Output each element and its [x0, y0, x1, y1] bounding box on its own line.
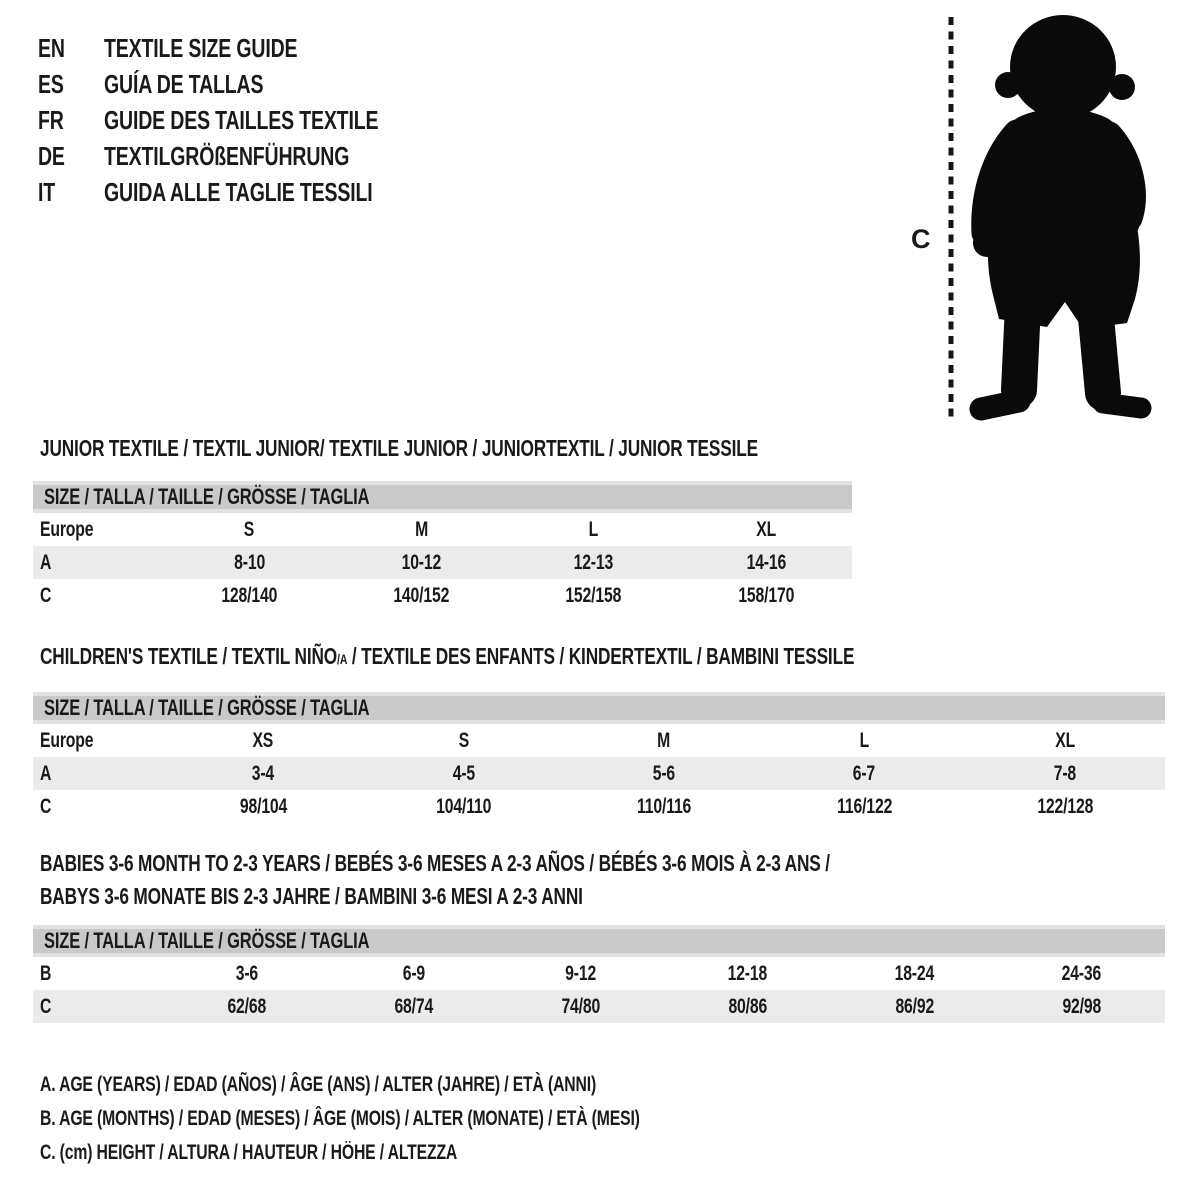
row-label: C: [40, 994, 52, 1018]
childrens-section-title: CHILDREN'S TEXTILE / TEXTIL NIÑO/A / TEXTILE DES ENFANTS / KINDERTEXTIL / BAMBINI TESSILE: [40, 643, 855, 669]
babies-section-title: [40, 848, 1093, 914]
age-cell: 4-5: [452, 761, 475, 785]
height-cell: 122/128: [1036, 794, 1093, 818]
childrens-table: [33, 724, 1165, 823]
table-row-height: [33, 990, 1165, 1023]
size-cell: S: [458, 728, 469, 752]
babies-size-table: [33, 925, 1165, 1023]
months-cell: 18-24: [894, 961, 935, 985]
height-cell: 152/158: [565, 583, 622, 607]
table-row-age: [33, 757, 1165, 790]
height-cell: 98/104: [239, 794, 287, 818]
language-code: EN: [38, 32, 65, 63]
height-cell: 92/98: [1062, 994, 1101, 1018]
babies-title-line1: BABIES 3-6 MONTH TO 2-3 YEARS / BEBÉS 3-6 MESES A 2-3 AÑOS / BÉBÉS 3-6 MOIS À 2-3 ANS /: [40, 850, 830, 876]
language-row-es: [38, 66, 470, 102]
size-cell: M: [414, 517, 428, 541]
months-cell: 6-9: [402, 961, 425, 985]
junior-size-table: [33, 481, 852, 612]
height-cell: 158/170: [737, 583, 794, 607]
table-row-height: [33, 790, 1165, 823]
legend-footnotes: [40, 1068, 840, 1170]
row-label: C: [40, 794, 52, 818]
language-title-list: [38, 30, 470, 210]
language-row-it: [38, 174, 470, 210]
height-cell: 68/74: [394, 994, 433, 1018]
babies-title-line2: BABYS 3-6 MONATE BIS 2-3 JAHRE / BAMBINI 3-6 MESI A 2-3 ANNI: [40, 883, 583, 909]
table-row-height: [33, 579, 852, 612]
height-cell: 80/86: [728, 994, 767, 1018]
age-cell: 10-12: [401, 550, 442, 574]
language-code: ES: [38, 68, 64, 99]
months-cell: 9-12: [565, 961, 596, 985]
row-label: A: [40, 761, 52, 785]
age-cell: 12-13: [573, 550, 614, 574]
size-header-bar: SIZE / TALLA / TAILLE / GRÖSSE / TAGLIA: [33, 925, 1165, 957]
language-code: FR: [38, 104, 64, 135]
size-cell: S: [243, 517, 255, 541]
footnote-a: A. AGE (YEARS) / EDAD (AÑOS) / ÂGE (ANS) / ALTER (JAHRE) / ETÀ (ANNI): [40, 1073, 597, 1096]
measure-label-c: C: [911, 224, 931, 254]
guide-title-fr: GUIDE DES TAILLES TEXTILE: [104, 104, 379, 135]
junior-section-title: JUNIOR TEXTILE / TEXTIL JUNIOR/ TEXTILE JUNIOR / JUNIORTEXTIL / JUNIOR TESSILE: [40, 435, 759, 461]
guide-title-de: TEXTILGRÖßENFÜHRUNG: [104, 140, 350, 171]
size-cell: L: [588, 517, 599, 541]
size-cell: XL: [755, 517, 776, 541]
guide-title-es: GUÍA DE TALLAS: [104, 68, 264, 99]
size-cell: XL: [1054, 728, 1075, 752]
age-cell: 7-8: [1053, 761, 1076, 785]
table-row-europe: [33, 513, 852, 546]
months-cell: 24-36: [1061, 961, 1102, 985]
age-cell: 8-10: [233, 550, 265, 574]
language-code: IT: [38, 176, 56, 207]
height-cell: 110/116: [636, 794, 692, 818]
age-cell: 14-16: [746, 550, 786, 574]
size-cell: XS: [252, 728, 274, 752]
toddler-silhouette-image: [895, 5, 1195, 433]
size-header-bar: SIZE / TALLA / TAILLE / GRÖSSE / TAGLIA: [33, 481, 852, 513]
footnote-c: C. (cm) HEIGHT / ALTURA / HAUTEUR / HÖHE / ALTEZZA: [40, 1141, 458, 1164]
row-label: Europe: [40, 517, 94, 541]
table-row-age: [33, 546, 852, 579]
age-cell: 3-4: [252, 761, 275, 785]
height-measure-figure: [895, 5, 1195, 433]
height-cell: 104/110: [436, 794, 492, 818]
row-label: C: [40, 583, 52, 607]
language-row-en: [38, 30, 470, 66]
age-cell: 5-6: [652, 761, 676, 785]
size-cell: M: [657, 728, 671, 752]
size-cell: L: [859, 728, 870, 752]
row-label: Europe: [40, 728, 94, 752]
junior-table: [33, 513, 852, 612]
height-cell: 74/80: [561, 994, 600, 1018]
height-cell: 62/68: [227, 994, 266, 1018]
table-row-months: [33, 957, 1165, 990]
row-label: B: [40, 961, 52, 985]
guide-title-it: GUIDA ALLE TAGLIE TESSILI: [104, 176, 373, 207]
row-label: A: [40, 550, 52, 574]
nino-a-subscript: /A: [337, 651, 348, 667]
childrens-size-table: [33, 692, 1165, 823]
age-cell: 6-7: [853, 761, 876, 785]
height-cell: 128/140: [221, 583, 278, 607]
footnote-b: B. AGE (MONTHS) / EDAD (MESES) / ÂGE (MOIS) / ALTER (MONATE) / ETÀ (MESI): [40, 1107, 640, 1130]
language-row-fr: [38, 102, 470, 138]
months-cell: 3-6: [235, 961, 258, 985]
height-cell: 116/122: [836, 794, 892, 818]
babies-table: [33, 957, 1165, 1023]
months-cell: 12-18: [727, 961, 768, 985]
language-row-de: [38, 138, 470, 174]
height-cell: 86/92: [895, 994, 934, 1018]
toddler-silhouette: [973, 15, 1141, 409]
height-cell: 140/152: [393, 583, 450, 607]
table-row-europe: [33, 724, 1165, 757]
language-code: DE: [38, 140, 65, 171]
size-header-bar: SIZE / TALLA / TAILLE / GRÖSSE / TAGLIA: [33, 692, 1165, 724]
guide-title-en: TEXTILE SIZE GUIDE: [104, 32, 298, 63]
